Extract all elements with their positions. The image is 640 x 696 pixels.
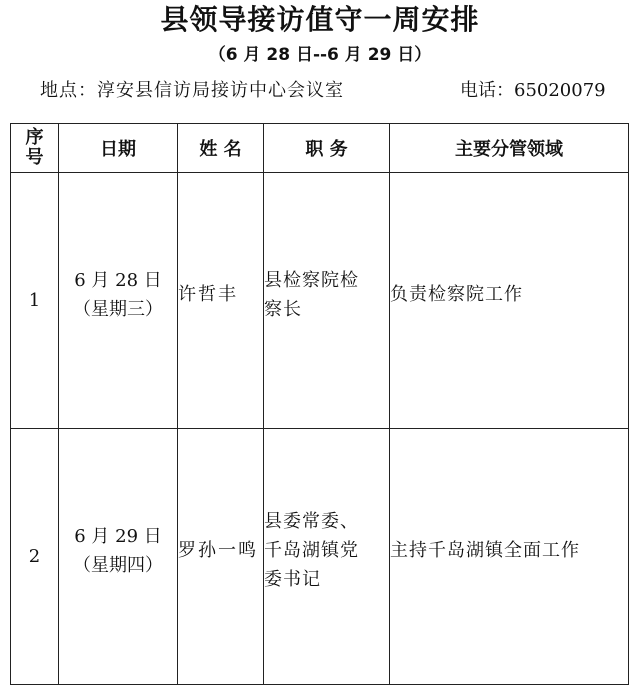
column-header-seq xyxy=(11,124,59,173)
row-role-cell xyxy=(264,429,390,685)
row-area-text: 主持千岛湖镇全面工作 xyxy=(390,540,580,561)
column-header-role: 职 务 xyxy=(264,124,390,173)
row-role-line: 县检察院检 xyxy=(264,269,359,291)
table-header-row xyxy=(11,124,629,173)
table-row xyxy=(11,173,629,429)
row-role-line: 县委常委、 xyxy=(264,511,359,532)
location-info: 地点：淳安县信访局接访中心会议室 xyxy=(40,80,344,101)
row-area-cell xyxy=(390,429,629,685)
row-seq-cell: 1 xyxy=(11,173,59,429)
row-date-weekday: （星期四） xyxy=(73,554,163,576)
column-header-date: 日期 xyxy=(59,124,178,173)
row-area-cell xyxy=(390,173,629,429)
page-title: 县领导接访值守一周安排 xyxy=(160,3,480,36)
column-header-name: 姓 名 xyxy=(178,124,264,173)
row-name-text: 许哲丰 xyxy=(178,284,238,305)
row-date-weekday: （星期三） xyxy=(73,298,163,320)
row-name-text: 罗孙一鸣 xyxy=(178,540,258,561)
table-row xyxy=(11,429,629,685)
schedule-table xyxy=(10,123,629,685)
row-date-day: 6 月 29 日 xyxy=(74,525,162,547)
phone-info: 电话：65020079 xyxy=(460,80,606,101)
row-role-line: 千岛湖镇党 xyxy=(264,540,359,561)
date-range-subtitle: （6 月 28 日--6 月 29 日） xyxy=(208,45,432,65)
column-header-area: 主要分管领域 xyxy=(390,124,629,173)
row-date-cell xyxy=(59,429,178,685)
row-date-day: 6 月 28 日 xyxy=(74,269,162,291)
row-name-cell xyxy=(178,173,264,429)
row-date-cell xyxy=(59,173,178,429)
column-header-seq-line1: 序 xyxy=(25,127,44,148)
row-name-cell xyxy=(178,429,264,685)
row-seq-cell: 2 xyxy=(11,429,59,685)
row-role-line: 委书记 xyxy=(264,569,321,590)
row-role-cell xyxy=(264,173,390,429)
row-role-line: 察长 xyxy=(264,298,302,320)
column-header-seq-line2: 号 xyxy=(25,147,44,168)
row-area-text: 负责检察院工作 xyxy=(390,284,523,305)
